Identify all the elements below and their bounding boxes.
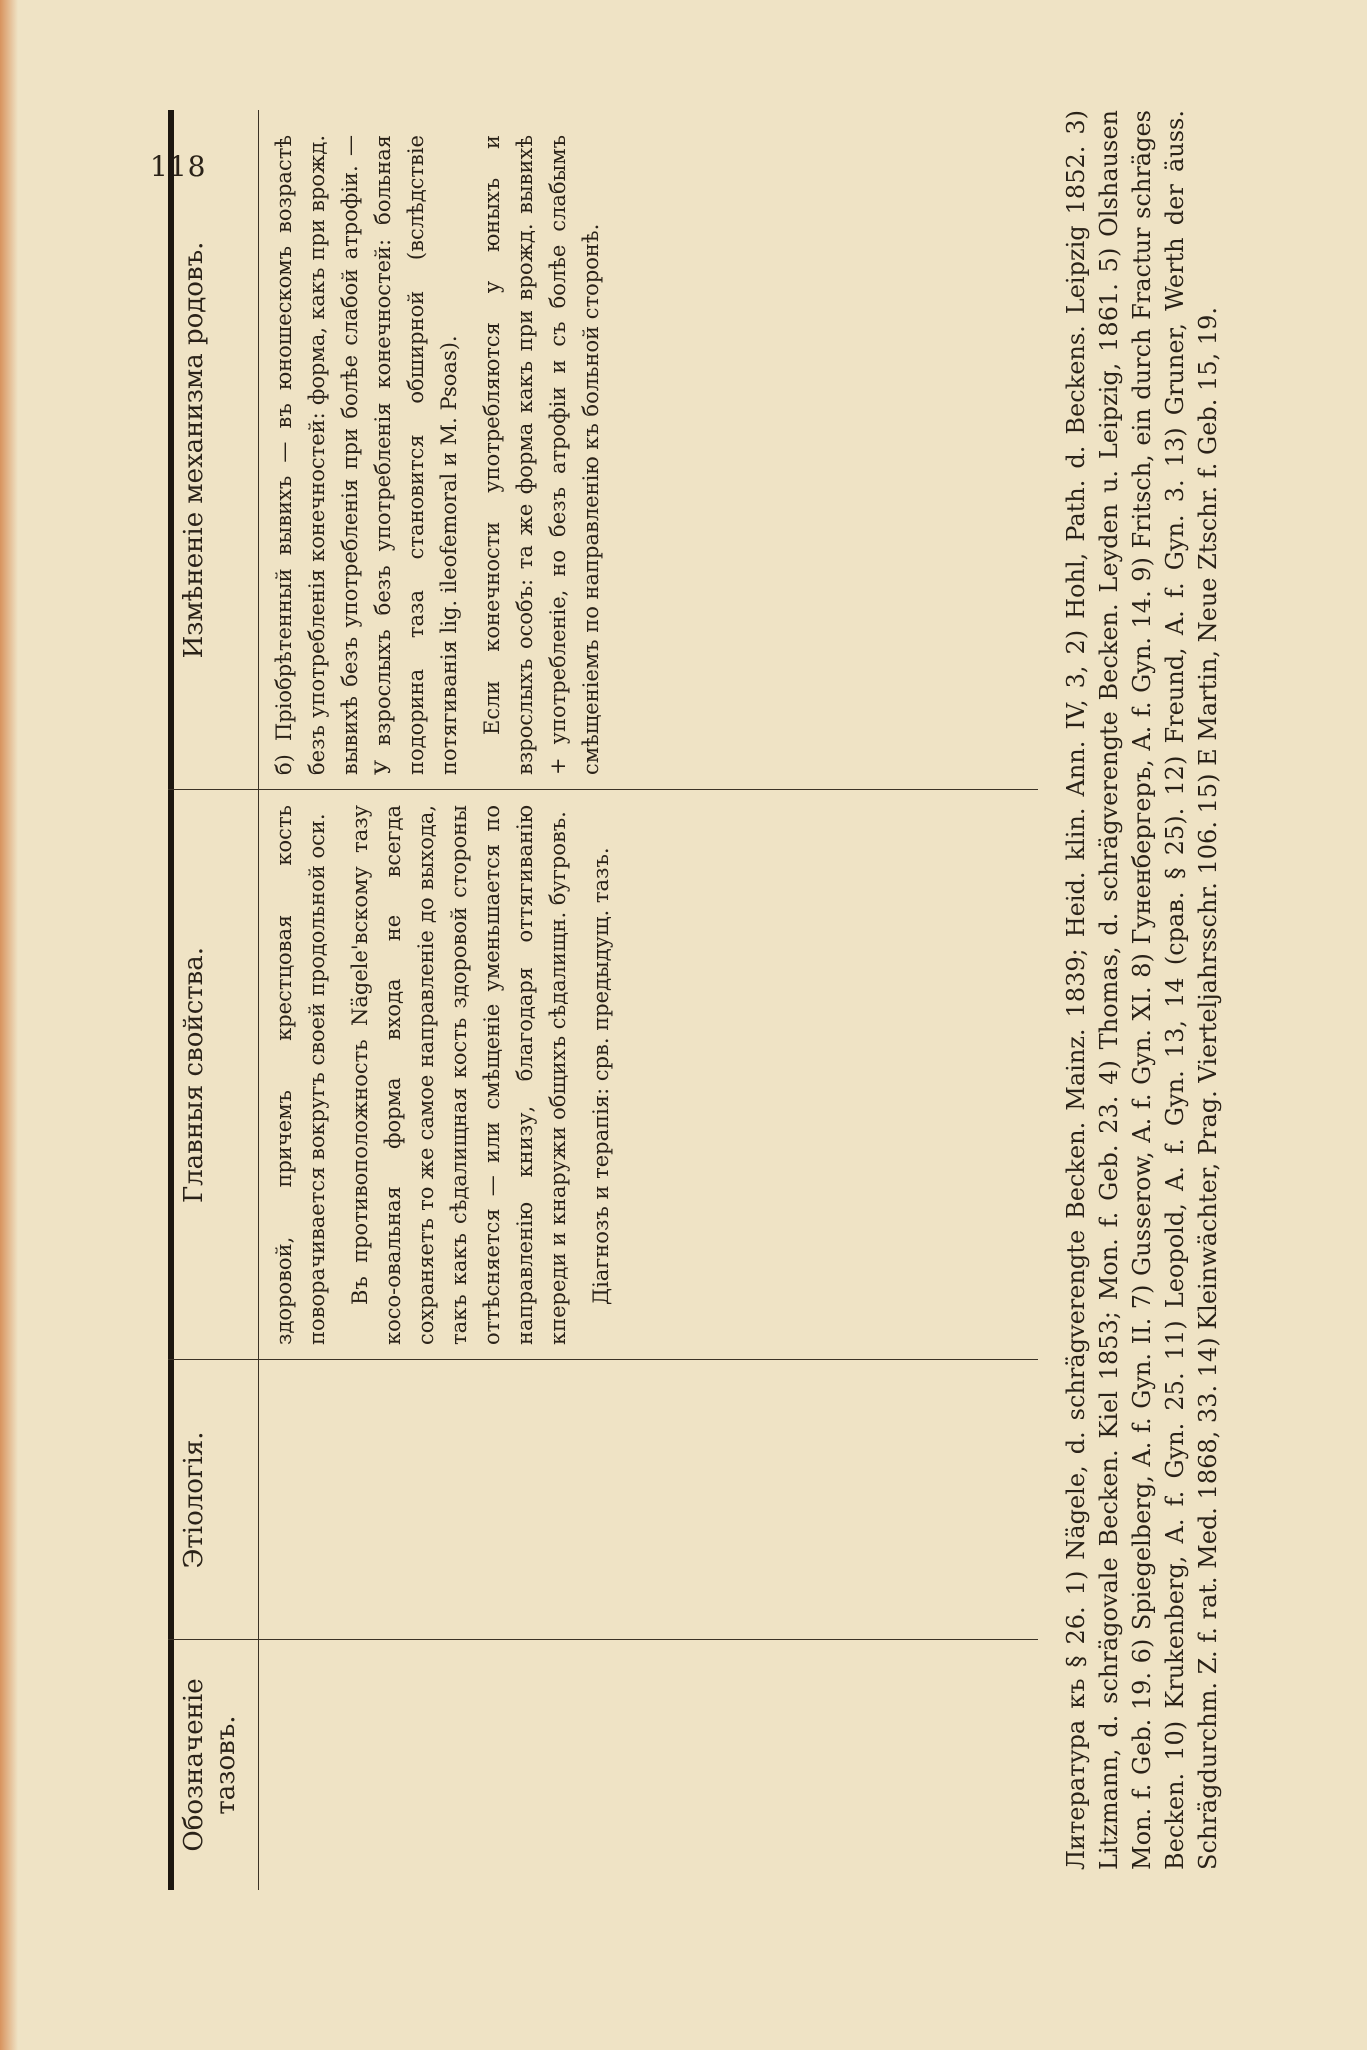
column-divider [168,1359,1038,1360]
page-number: 118 [150,150,207,183]
table-top-rule [168,110,174,1890]
header-etiology: Этіологія. [179,1431,209,1569]
properties-paragraph-1: здоровой, причемъ крестцовая кость поворачивается вокругъ своей продольной оси. [272,805,329,1345]
header-designation: Обозначеніе тазовъ. [179,1678,241,1852]
header-properties: Главныя свойства. [179,946,209,1204]
column-divider [168,1639,1038,1640]
mechanism-paragraph-1: б) Пріобрѣтенный вывихъ — въ юношескомъ возрастѣ безъ употребленія конечностей: форма, какъ при врожд. вывихѣ безъ употребленія при болѣе слабой атрофіи. — У взрослыхъ безъ употребленія конечностей: больная подорина таза становится обширной (вслѣдствіе потягиванія lig. ileofemoral и M. Psoas). [272,135,461,775]
references: Литература къ § 26. 1) Nägele, d. schrägverengte Becken. Mainz. 1839; Heid. klin. Ann. IV, 3, 2) Hohl, Path. d. Beckens. Leipzig 1852. 3) Litzmann, d. schrägovale Becken. Kiel 1853; Mon. f. Geb. 23. 4) Thomas, d. schrägverengte Becken. Leyden u. Leipzig, 1861. 5) Olshausen Mon. f. Geb. 19. 6) Spiegelberg, A. f. Gyn. II. 7) Gusserow, A. f. Gyn. XI. 8) Гуненбергеръ, A. f. Gyn. 14. 9) Fritsch, ein durch Fractur schräges Becken. 10) Krukenberg, A. f. Gyn. 25. 11) Leopold, A. f. Gyn. 13, 14 (срав. § 25). 12) Freund, A. f. Gyn. 3. 13) Gruner, Werth der äuss. Schrägdurchm. Z. f. rat. Med. 1868, 33. 14) Kleinwächter, Prag. Vierteljahrsschr. 106. 15) E Martin, Neue Ztschr. f. Geb. 15, 19. [1062,110,1222,1870]
header-mechanism: Измѣненіе механизма родовъ. [179,241,209,659]
column-divider [168,789,1038,790]
rotated-page-content [140,110,1222,1890]
table-header-rule [258,110,259,1890]
properties-paragraph-2: Въ противоположность Nägele'вскому тазу косо-овальная форма входа не всегда сохраняетъ то же самое направленіе до выхода, такъ какъ сѣдалищная кость здоровой стороны оттѣсняется — или смѣщеніе уменьшается по направленію книзу, благодаря оттягиванію кпереди и кнаружи общихъ сѣдалищн. бугровъ. [348,805,570,1345]
mechanism-paragraph-2: Если конечности употребляются у юныхъ и взрослыхъ особъ: та же форма какъ при врожд. вывихѣ + употребленіе, но безъ атрофіи и съ болѣе слабымъ смѣщеніемъ по направленію къ больной сторонѣ. [480,135,603,775]
properties-paragraph-3: Діагнозъ и терапія: срв. предыдущ. тазъ. [589,847,613,1305]
mechanism-cell [268,135,618,775]
properties-cell [268,805,628,1345]
page-edge [0,0,18,2050]
